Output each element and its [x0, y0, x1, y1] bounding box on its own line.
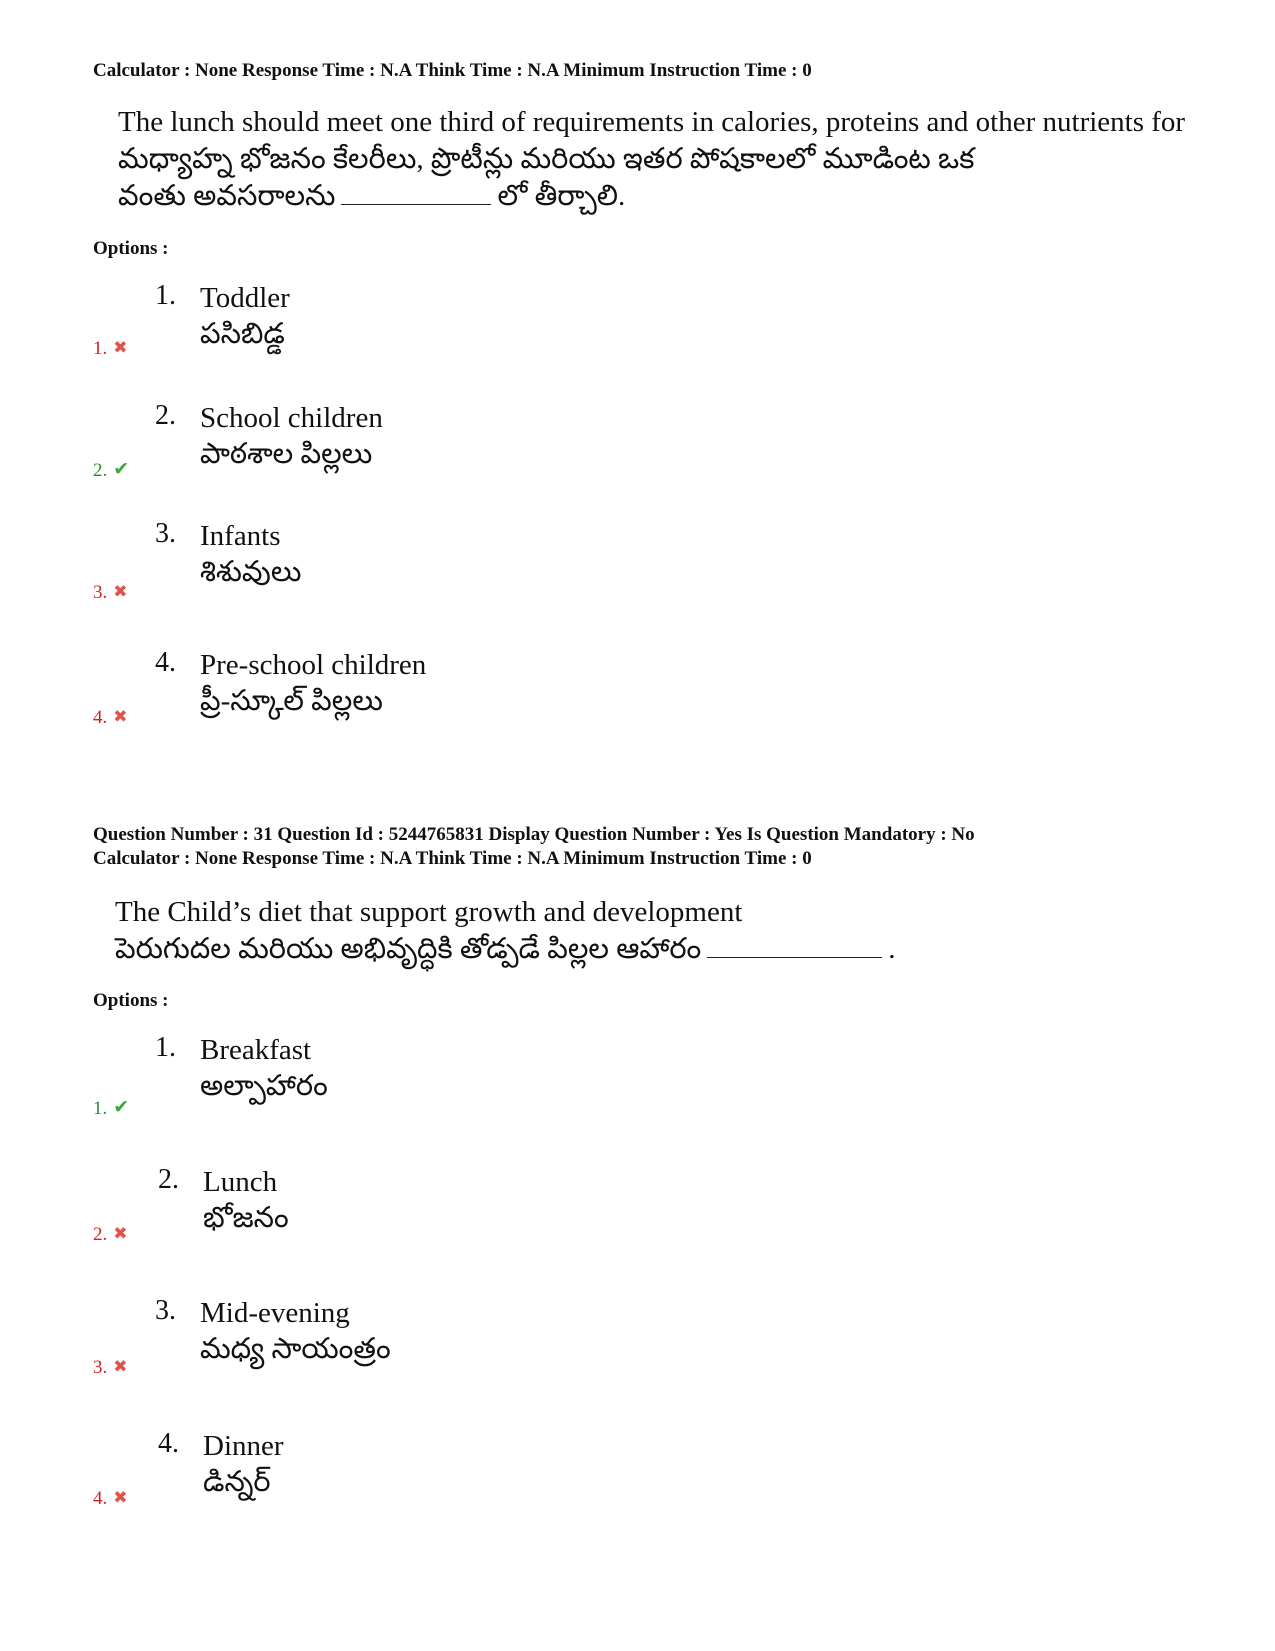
q31-option-4 [0, 1428, 1275, 1538]
q31-options-label: Options : [93, 990, 169, 1011]
option-text-en: Dinner [203, 1430, 284, 1462]
option-text-te: భోజనం [203, 1202, 289, 1234]
option-index: 4. [93, 707, 108, 728]
cross-icon: ✖ [113, 1224, 128, 1244]
option-number: 2. [158, 1164, 179, 1195]
option-text-te: శిశువులు [200, 556, 302, 588]
q30-options-label: Options : [93, 238, 169, 259]
q30-text-te-2a: వంతు అవసరాలను [118, 180, 336, 212]
q31-text-te-end: . [888, 933, 896, 965]
option-text-te: పసిబిడ్డ [200, 318, 285, 350]
option-result [93, 707, 128, 729]
option-text [200, 1032, 328, 1104]
option-result [93, 458, 129, 482]
q30-text-te-2b: లో తీర్చాలి. [497, 180, 626, 212]
check-icon: ✔ [113, 1096, 130, 1118]
q31-meta-line: Calculator : None Response Time : N.A Think Time : N.A Minimum Instruction Time : 0 [93, 848, 812, 869]
option-index: 4. [93, 1488, 108, 1509]
option-result [93, 1357, 128, 1379]
option-result [93, 1224, 128, 1246]
q31-text-te-main: పెరుగుదల మరియు అభివృద్ధికి తోడ్పడే పిల్లల ఆహారం [115, 933, 702, 965]
cross-icon: ✖ [113, 582, 128, 602]
answer-blank [341, 203, 491, 205]
option-text-te: అల్పాహారం [200, 1070, 328, 1102]
option-number: 4. [155, 647, 176, 678]
option-text [200, 400, 383, 472]
q30-option-2 [0, 400, 1275, 510]
option-text [203, 1428, 284, 1500]
option-number: 4. [158, 1428, 179, 1459]
option-index: 3. [93, 1357, 108, 1378]
cross-icon: ✖ [113, 338, 128, 358]
q31-question-text [115, 894, 896, 968]
q30-option-1 [0, 280, 1275, 390]
option-index: 3. [93, 582, 108, 603]
option-result [93, 1488, 128, 1510]
q31-option-3 [0, 1295, 1275, 1405]
option-text-en: Pre-school children [200, 649, 427, 681]
option-result [93, 338, 128, 360]
option-text-en: Infants [200, 520, 281, 552]
option-number: 3. [155, 518, 176, 549]
option-index: 2. [93, 1224, 108, 1245]
option-index: 2. [93, 460, 108, 481]
option-text [200, 518, 301, 590]
cross-icon: ✖ [113, 1488, 128, 1508]
q31-text-en: The Child’s diet that support growth and development [115, 896, 743, 928]
option-result [93, 582, 128, 604]
q30-text-te-1: మధ్యాహ్న భోజనం కేలరీలు, ప్రొటీన్లు మరియు ఇతర పోషకాలలో మూడింట ఒక [118, 143, 975, 175]
cross-icon: ✖ [113, 1357, 128, 1377]
q30-meta-line: Calculator : None Response Time : N.A Think Time : N.A Minimum Instruction Time : 0 [93, 60, 812, 81]
option-index: 1. [93, 1098, 108, 1119]
option-text-te: మధ్య సాయంత్రం [200, 1333, 391, 1365]
option-number: 2. [155, 400, 176, 431]
cross-icon: ✖ [113, 707, 128, 727]
option-text-en: Mid-evening [200, 1297, 350, 1329]
q30-option-3 [0, 518, 1275, 628]
q30-text-te-2 [118, 178, 1185, 215]
option-text-te: పాఠశాల పిల్లలు [200, 438, 373, 470]
option-number: 1. [155, 1032, 176, 1063]
option-text-en: Lunch [203, 1166, 278, 1198]
option-text-en: Breakfast [200, 1034, 312, 1066]
option-text-te: ప్రీ-స్కూల్ పిల్లలు [200, 685, 383, 717]
check-icon: ✔ [113, 458, 130, 480]
option-text [200, 280, 290, 352]
q31-header-line: Question Number : 31 Question Id : 5244765831 Display Question Number : Yes Is Question Mandatory : No [93, 824, 975, 845]
option-text-te: డిన్నర్ [203, 1466, 271, 1498]
q31-option-2 [0, 1164, 1275, 1274]
q30-option-4 [0, 647, 1275, 757]
option-text [200, 647, 426, 719]
answer-blank [707, 956, 882, 958]
option-number: 3. [155, 1295, 176, 1326]
option-text-en: Toddler [200, 282, 290, 314]
option-text [203, 1164, 289, 1236]
option-text [200, 1295, 391, 1367]
q30-text-en: The lunch should meet one third of requirements in calories, proteins and other nutrients for [118, 106, 1186, 138]
option-result [93, 1096, 129, 1120]
q31-option-1 [0, 1032, 1275, 1142]
option-index: 1. [93, 338, 108, 359]
q30-question-text [118, 104, 1185, 215]
q31-text-te [115, 931, 896, 968]
option-text-en: School children [200, 402, 383, 434]
option-number: 1. [155, 280, 176, 311]
